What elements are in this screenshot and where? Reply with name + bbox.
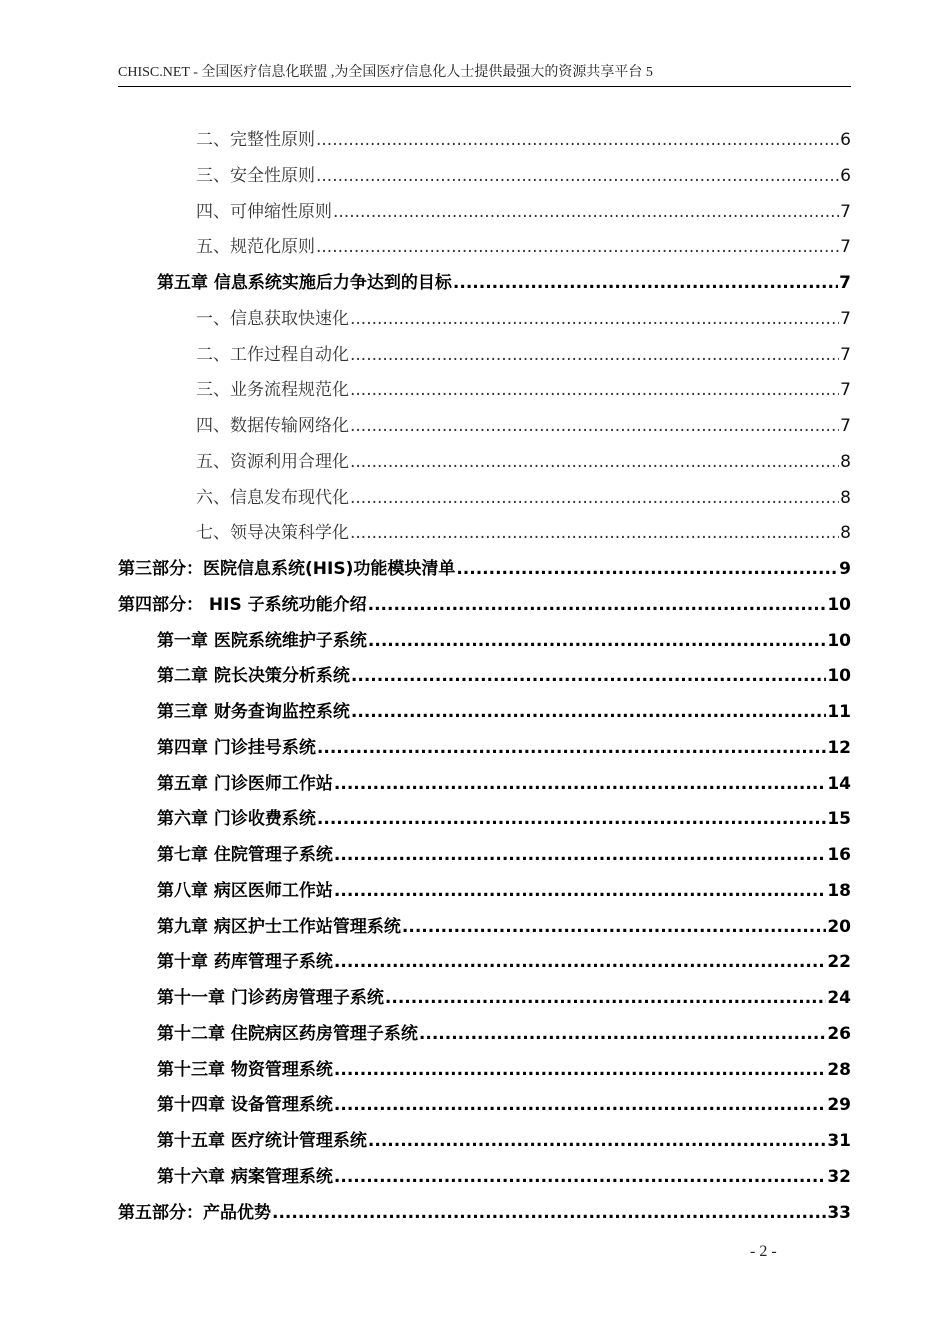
toc-entry-page-number: 16 — [827, 845, 851, 865]
toc-entry-page-number: 8 — [840, 488, 851, 508]
toc-dot-leader — [456, 557, 838, 581]
toc-entry[interactable] — [157, 1093, 851, 1117]
toc-entry[interactable] — [157, 843, 851, 867]
toc-entry-label: 第五章 门诊医师工作站 — [157, 774, 333, 794]
toc-dot-leader — [350, 343, 839, 367]
toc-dot-leader — [351, 700, 826, 724]
toc-entry[interactable] — [196, 164, 851, 188]
toc-entry-label: 第三部分：医院信息系统(HIS)功能模块清单 — [118, 559, 456, 579]
toc-entry[interactable] — [157, 986, 851, 1010]
toc-entry-label: 三、安全性原则 — [196, 166, 315, 186]
toc-entry-label: 第五部分：产品优势 — [118, 1203, 271, 1223]
toc-dot-leader — [334, 950, 826, 974]
toc-entry-label: 四、可伸缩性原则 — [196, 202, 332, 222]
toc-entry-label: 第十四章 设备管理系统 — [157, 1095, 333, 1115]
toc-entry-label: 三、业务流程规范化 — [196, 380, 349, 400]
toc-entry[interactable] — [196, 235, 851, 259]
toc-entry[interactable] — [196, 450, 851, 474]
toc-entry-page-number: 20 — [827, 917, 851, 937]
toc-dot-leader — [334, 1165, 826, 1189]
toc-entry-label: 第十五章 医疗统计管理系统 — [157, 1131, 367, 1151]
toc-entry[interactable] — [157, 664, 851, 688]
toc-dot-leader — [334, 772, 826, 796]
toc-entry[interactable] — [157, 1129, 851, 1153]
toc-entry-page-number: 7 — [840, 237, 851, 257]
toc-dot-leader — [350, 307, 839, 331]
toc-entry[interactable] — [157, 772, 851, 796]
toc-entry-page-number: 10 — [827, 666, 851, 686]
toc-dot-leader — [316, 235, 839, 259]
toc-dot-leader — [453, 271, 838, 295]
toc-entry-page-number: 32 — [827, 1167, 851, 1187]
toc-entry-page-number: 6 — [840, 130, 851, 150]
toc-entry[interactable] — [157, 629, 851, 653]
toc-entry[interactable] — [196, 128, 851, 152]
toc-entry-label: 五、资源利用合理化 — [196, 452, 349, 472]
toc-dot-leader — [368, 593, 827, 617]
toc-entry-label: 第十三章 物资管理系统 — [157, 1060, 333, 1080]
toc-entry-page-number: 8 — [840, 452, 851, 472]
toc-entry[interactable] — [118, 593, 851, 617]
toc-entry-label: 二、完整性原则 — [196, 130, 315, 150]
toc-entry-label: 第四章 门诊挂号系统 — [157, 738, 316, 758]
toc-entry-page-number: 11 — [827, 702, 851, 722]
toc-dot-leader — [350, 521, 839, 545]
toc-entry-page-number: 12 — [827, 738, 851, 758]
toc-entry-page-number: 14 — [827, 774, 851, 794]
toc-entry-page-number: 7 — [840, 380, 851, 400]
toc-entry-label: 第一章 医院系统维护子系统 — [157, 631, 367, 651]
toc-entry-page-number: 24 — [827, 988, 851, 1008]
toc-entry-page-number: 7 — [840, 416, 851, 436]
toc-entry[interactable] — [196, 343, 851, 367]
toc-entry[interactable] — [196, 414, 851, 438]
toc-entry-label: 第十六章 病案管理系统 — [157, 1167, 333, 1187]
toc-entry-page-number: 33 — [827, 1203, 851, 1223]
toc-entry[interactable] — [118, 1201, 851, 1225]
toc-entry-page-number: 29 — [827, 1095, 851, 1115]
toc-dot-leader — [316, 164, 839, 188]
toc-entry[interactable] — [196, 378, 851, 402]
toc-entry[interactable] — [196, 307, 851, 331]
toc-entry-page-number: 18 — [827, 881, 851, 901]
toc-entry-label: 第五章 信息系统实施后力争达到的目标 — [157, 273, 452, 293]
toc-entry-label: 二、工作过程自动化 — [196, 345, 349, 365]
toc-entry-label: 第十二章 住院病区药房管理子系统 — [157, 1024, 418, 1044]
toc-entry-label: 第九章 病区护士工作站管理系统 — [157, 917, 401, 937]
toc-entry-label: 第十一章 门诊药房管理子系统 — [157, 988, 384, 1008]
toc-entry-page-number: 7 — [840, 309, 851, 329]
toc-dot-leader — [317, 807, 826, 831]
toc-entry-page-number: 22 — [827, 952, 851, 972]
toc-entry[interactable] — [157, 1022, 851, 1046]
toc-dot-leader — [350, 486, 839, 510]
toc-dot-leader — [351, 664, 826, 688]
toc-dot-leader — [334, 1058, 826, 1082]
toc-entry-page-number: 10 — [827, 631, 851, 651]
toc-entry-label: 一、信息获取快速化 — [196, 309, 349, 329]
toc-dot-leader — [317, 736, 826, 760]
toc-dot-leader — [368, 1129, 826, 1153]
toc-entry-page-number: 8 — [840, 523, 851, 543]
page-header — [118, 64, 851, 87]
toc-entry[interactable] — [157, 879, 851, 903]
toc-entry[interactable] — [157, 271, 851, 295]
page-number: - 2 - — [750, 1243, 777, 1260]
toc-entry-label: 六、信息发布现代化 — [196, 488, 349, 508]
toc-dot-leader — [316, 128, 839, 152]
toc-entry[interactable] — [157, 736, 851, 760]
toc-dot-leader — [334, 1093, 826, 1117]
header-text: CHISC.NET - 全国医疗信息化联盟 ,为全国医疗信息化人士提供最强大的资源共享平台 5 — [118, 65, 653, 80]
toc-entry[interactable] — [157, 1165, 851, 1189]
toc-entry[interactable] — [196, 200, 851, 224]
toc-entry-page-number: 28 — [827, 1060, 851, 1080]
toc-dot-leader — [334, 879, 826, 903]
toc-dot-leader — [272, 1201, 826, 1225]
toc-entry-page-number: 7 — [840, 202, 851, 222]
toc-entry-label: 五、规范化原则 — [196, 237, 315, 257]
page-footer — [750, 1243, 830, 1261]
toc-dot-leader — [334, 843, 826, 867]
toc-entry[interactable] — [157, 915, 851, 939]
toc-entry-page-number: 9 — [839, 559, 851, 579]
toc-entry-label: 第七章 住院管理子系统 — [157, 845, 333, 865]
toc-entry-page-number: 7 — [840, 345, 851, 365]
toc-dot-leader — [333, 200, 839, 224]
toc-entry[interactable] — [196, 521, 851, 545]
toc-entry-label: 七、领导决策科学化 — [196, 523, 349, 543]
toc-dot-leader — [385, 986, 826, 1010]
toc-entry-page-number: 6 — [840, 166, 851, 186]
toc-entry[interactable] — [196, 486, 851, 510]
toc-entry-page-number: 7 — [839, 273, 851, 293]
toc-dot-leader — [350, 450, 839, 474]
toc-entry-page-number: 10 — [827, 595, 851, 615]
toc-dot-leader — [402, 915, 826, 939]
toc-dot-leader — [368, 629, 826, 653]
toc-entry[interactable] — [157, 807, 851, 831]
toc-dot-leader — [350, 378, 839, 402]
toc-entry-label: 第六章 门诊收费系统 — [157, 809, 316, 829]
toc-entry-label: 第三章 财务查询监控系统 — [157, 702, 350, 722]
toc-entry-page-number: 15 — [827, 809, 851, 829]
toc-entry-page-number: 26 — [827, 1024, 851, 1044]
toc-entry-label: 第二章 院长决策分析系统 — [157, 666, 350, 686]
toc-entry[interactable] — [157, 700, 851, 724]
toc-entry[interactable] — [157, 1058, 851, 1082]
toc-dot-leader — [350, 414, 839, 438]
toc-entry-page-number: 31 — [827, 1131, 851, 1151]
toc-entry-label: 四、数据传输网络化 — [196, 416, 349, 436]
toc-entry-label: 第八章 病区医师工作站 — [157, 881, 333, 901]
toc-dot-leader — [419, 1022, 826, 1046]
toc-entry-label: 第十章 药库管理子系统 — [157, 952, 333, 972]
toc-entry[interactable] — [157, 950, 851, 974]
toc-entry-label: 第四部分： HIS 子系统功能介绍 — [118, 595, 367, 615]
toc-entry[interactable] — [118, 557, 851, 581]
